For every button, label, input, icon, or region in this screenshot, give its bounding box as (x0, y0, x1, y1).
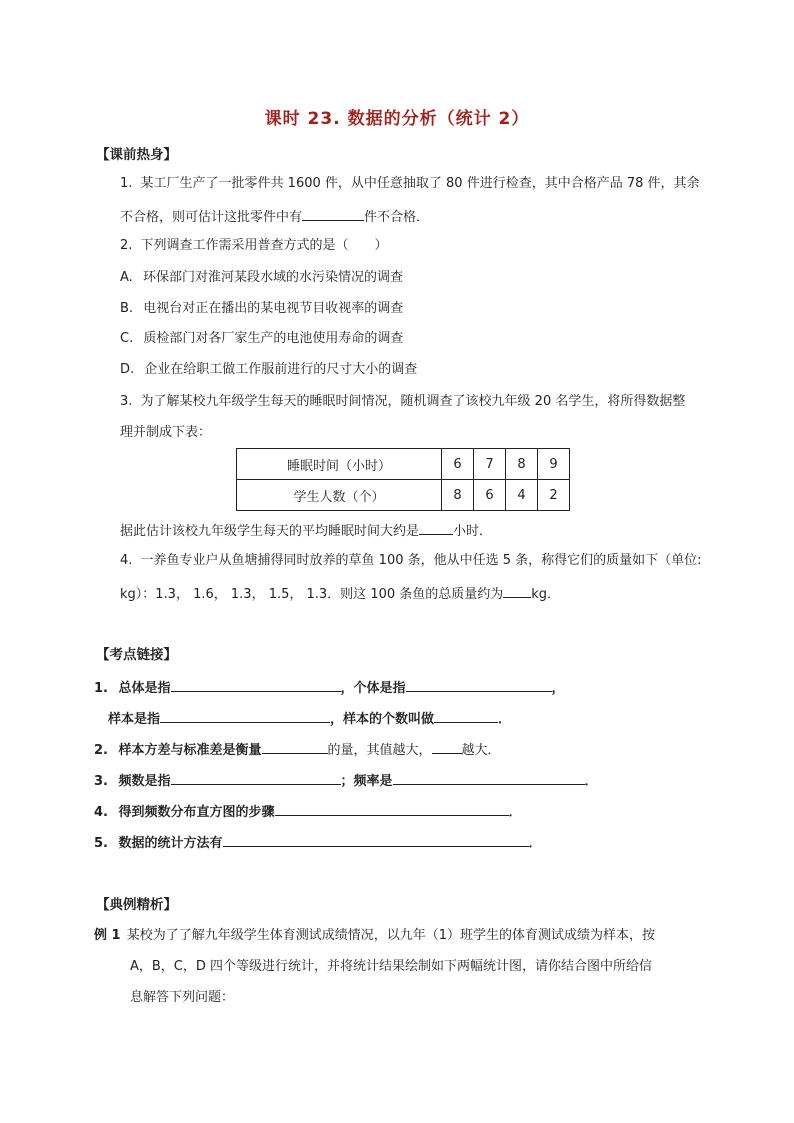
keypoint-text: ． (498, 712, 512, 727)
section-header-warmup: 【课前热身】 (96, 147, 177, 163)
sleep-data-table (236, 448, 570, 511)
keypoint-text: 样本方差与标准差是衡量 (118, 743, 262, 758)
answer-blank[interactable] (432, 739, 462, 754)
table-cell: 4 (506, 480, 538, 511)
q4-line1 (120, 552, 702, 570)
table-row-label: 睡眠时间（小时） (237, 449, 442, 480)
answer-blank[interactable] (262, 739, 328, 754)
keypoint-text: 越大． (461, 743, 501, 758)
example-1-line2: A，B，C，D 四个等级进行统计，并将统计结果绘制如下两幅统计图，请你结合图中所给信 (130, 959, 653, 974)
keypoint-text: 数据的统计方法有 (118, 836, 223, 851)
table-row-label: 学生人数（个） (237, 480, 442, 511)
q2-option-a (120, 269, 403, 287)
keypoint-2 (94, 739, 501, 760)
q2-text: 下列调查工作需采用普查方式的是（ ） (140, 238, 388, 253)
keypoint-number: 2. (94, 743, 108, 758)
answer-blank[interactable] (171, 677, 341, 692)
table-cell: 9 (538, 449, 570, 480)
answer-blank[interactable] (393, 770, 585, 785)
answer-blank[interactable] (275, 801, 509, 816)
q2-option-label: A. (120, 270, 133, 285)
keypoint-3 (94, 770, 598, 791)
table-cell: 2 (538, 480, 570, 511)
keypoint-text: 频数是指 (118, 774, 171, 789)
q4-line2 (120, 583, 560, 604)
q1-text-cont: 不合格，则可估计这批零件中有 (120, 210, 303, 225)
q4-text-end: kg． (531, 587, 561, 602)
table-cell: 7 (474, 449, 506, 480)
answer-blank[interactable] (434, 708, 498, 723)
keypoint-number: 1. (94, 681, 108, 696)
keypoint-text: ，样本的个数叫做 (330, 712, 435, 727)
keypoint-text: ． (584, 774, 598, 789)
answer-blank[interactable] (223, 832, 529, 847)
section-header-examples: 【典例精析】 (96, 897, 177, 913)
keypoint-1-cont (108, 708, 511, 729)
q3-text: 为了解某校九年级学生每天的睡眠时间情况，随机调查了该校九年级 20 名学生，将所得数据整 (140, 394, 686, 409)
example-1-line1 (94, 927, 655, 945)
table-cell: 6 (442, 449, 474, 480)
q3-number: 3. (120, 394, 133, 409)
table-cell: 8 (442, 480, 474, 511)
keypoint-text: ， (551, 681, 565, 696)
q1-number: 1. (120, 176, 133, 191)
answer-blank[interactable] (160, 708, 330, 723)
keypoint-text: 得到频数分布直方图的步骤 (118, 805, 275, 820)
table-cell: 6 (474, 480, 506, 511)
answer-blank[interactable] (171, 770, 341, 785)
q2-option-label: D. (120, 362, 135, 377)
q1-answer-blank[interactable] (302, 206, 364, 221)
answer-blank[interactable] (406, 677, 552, 692)
keypoint-text: 总体是指 (118, 681, 171, 696)
keypoint-number: 3. (94, 774, 108, 789)
q2-option-b (120, 300, 403, 318)
q2-option-label: B. (120, 301, 134, 316)
q3-answer-blank[interactable] (419, 520, 453, 535)
q4-number: 4. (120, 553, 133, 568)
q2-number: 2. (120, 238, 133, 253)
keypoint-4 (94, 801, 522, 822)
q2-option-text: 企业在给职工做工作服前进行的尺寸大小的调查 (144, 362, 418, 377)
q4-text: 一养鱼专业户从鱼塘捕得同时放养的草鱼 100 条，他从中任选 5 条，称得它们的质量如下（单位: (140, 553, 702, 568)
page-title: 课时 23. 数据的分析（统计 2） (264, 109, 530, 129)
q1-text-end: 件不合格． (364, 210, 430, 225)
q2-option-d (120, 361, 417, 379)
q2-stem (120, 237, 388, 255)
keypoint-text: ． (528, 836, 542, 851)
keypoint-text: ，个体是指 (340, 681, 406, 696)
q4-answer-blank[interactable] (503, 583, 531, 598)
keypoint-1 (94, 677, 565, 698)
table-row (237, 480, 570, 511)
keypoint-text: ；频率是 (340, 774, 393, 789)
example-text: 某校为了了解九年级学生体育测试成绩情况，以九年（1）班学生的体育测试成绩为样本，按 (126, 928, 655, 943)
q4-text-cont: kg）：1.3， 1.6， 1.3， 1.5， 1.3．则这 100 条鱼的总质量约为 (120, 587, 504, 602)
q3-text-after: 据此估计该校九年级学生每天的平均睡眠时间大约是 (120, 524, 420, 539)
q2-option-label: C. (120, 331, 134, 346)
q2-option-text: 质检部门对各厂家生产的电池使用寿命的调查 (143, 331, 404, 346)
q1-line2 (120, 206, 429, 227)
q1-text: 某工厂生产了一批零件共 1600 件，从中任意抽取了 80 件进行检查，其中合格产品 78 件，其余 (140, 176, 700, 191)
keypoint-text: ． (508, 805, 522, 820)
q3-line1 (120, 393, 685, 411)
q3-text-end: 小时． (453, 524, 493, 539)
keypoint-text: 的量，其值越大， (327, 743, 432, 758)
table-row (237, 449, 570, 480)
q3-line2: 理并制成下表： (120, 425, 212, 440)
keypoint-number: 4. (94, 805, 108, 820)
keypoint-5 (94, 832, 542, 853)
example-1-line3: 息解答下列问题： (130, 990, 235, 1005)
keypoint-number: 5. (94, 836, 108, 851)
q1-line1 (120, 175, 700, 193)
q3-line3 (120, 520, 492, 541)
keypoint-text: 样本是指 (108, 712, 161, 727)
table-cell: 8 (506, 449, 538, 480)
q2-option-text: 电视台对正在播出的某电视节目收视率的调查 (143, 301, 404, 316)
example-label: 例 1 (94, 928, 121, 943)
q2-option-c (120, 330, 403, 348)
section-header-keypoints: 【考点链接】 (96, 647, 177, 663)
q2-option-text: 环保部门对淮河某段水域的水污染情况的调查 (142, 270, 403, 285)
